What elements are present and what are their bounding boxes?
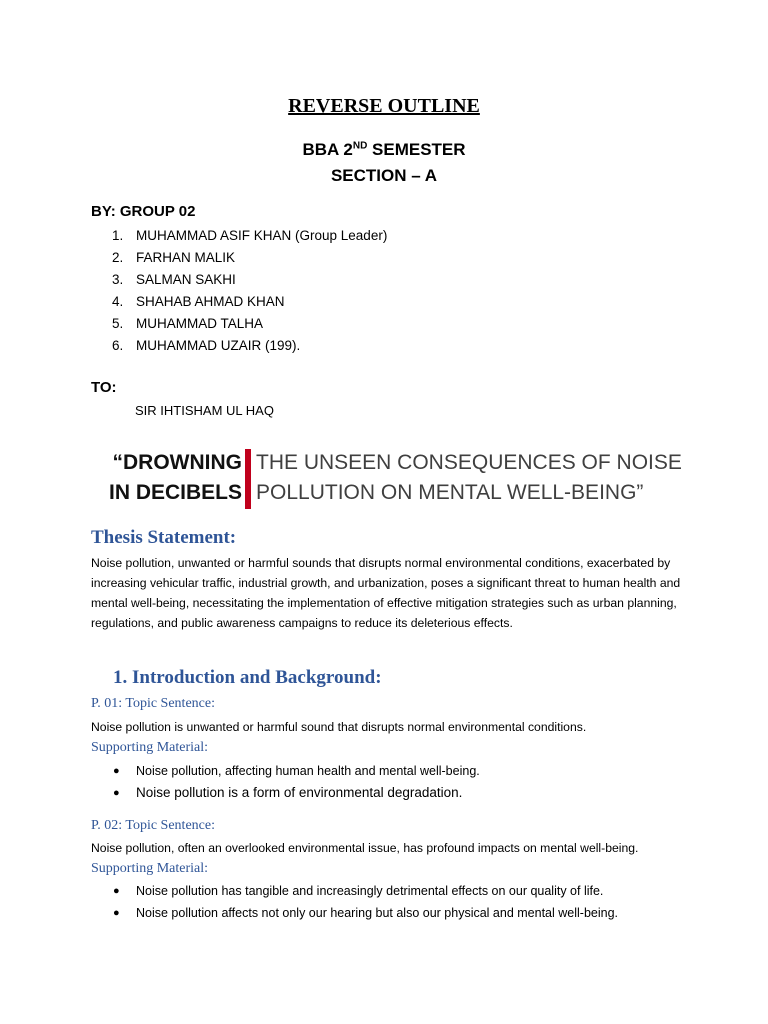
list-number: 6. [112, 338, 124, 353]
document-title: REVERSE OUTLINE [288, 95, 480, 117]
p1-bullet-list [113, 761, 480, 805]
list-item [112, 249, 387, 271]
bullet-text: Noise pollution has tangible and increasingly detrimental effects on our quality of life. [136, 884, 604, 898]
p2-support-label: Supporting Material: [91, 861, 209, 876]
bullet-icon: ● [113, 787, 120, 799]
bullet-text: Noise pollution affects not only our hearing but also our physical and mental well-being. [136, 906, 619, 920]
list-item [112, 293, 387, 315]
list-item [113, 903, 618, 925]
member-name: MUHAMMAD ASIF KHAN (Group Leader) [136, 228, 388, 243]
program-prefix: BBA 2 [302, 140, 353, 159]
recipient-name: SIR IHTISHAM UL HAQ [135, 403, 274, 418]
list-item [112, 315, 387, 337]
member-name: SHAHAB AHMAD KHAN [136, 294, 285, 309]
list-item [112, 271, 387, 293]
p2-topic-text: Noise pollution, often an overlooked environmental issue, has profound impacts on mental well-being. [91, 841, 639, 855]
list-item [113, 761, 480, 783]
banner-right-line: THE UNSEEN CONSEQUENCES OF NOISE [256, 451, 682, 474]
program-suffix: SEMESTER [367, 140, 466, 159]
thesis-text: Noise pollution, unwanted or harmful sounds that disrupts normal environmental conditions, exacerbated by increasing vehicular traffic, industrial growth, and urbanization, poses a significant threat to human health and mental well-being, necessitating the implementation of effective mitigation strategies such as urban planning, regulations, and public awareness campaigns to reduce its deleterious effects. [91, 556, 681, 630]
bullet-text: Noise pollution is a form of environmental degradation. [136, 785, 463, 800]
list-number: 2. [112, 250, 124, 265]
member-name: SALMAN SAKHI [136, 272, 236, 287]
banner-title-right [256, 448, 696, 508]
program-line [0, 140, 768, 160]
program-ordinal: ND [352, 140, 368, 152]
members-list [112, 227, 387, 359]
banner-left-line: IN DECIBELS [108, 481, 242, 504]
list-item [113, 881, 618, 903]
banner-left-line: “DROWNING [112, 451, 242, 474]
list-number: 4. [112, 294, 124, 309]
p1-topic-label: P. 01: Topic Sentence: [91, 696, 215, 711]
list-number: 5. [112, 316, 124, 331]
member-name: MUHAMMAD TALHA [136, 316, 264, 331]
banner-divider-bar [245, 449, 251, 509]
p2-bullet-list [113, 881, 618, 925]
list-item [113, 783, 480, 805]
p1-topic-text: Noise pollution is unwanted or harmful sound that disrupts normal environmental conditions. [91, 720, 587, 734]
bullet-icon: ● [113, 907, 120, 919]
bullet-icon: ● [113, 885, 120, 897]
bullet-icon: ● [113, 765, 120, 777]
by-heading: BY: GROUP 02 [91, 203, 196, 220]
member-name: FARHAN MALIK [136, 250, 236, 265]
bullet-text: Noise pollution, affecting human health and mental well-being. [136, 764, 480, 778]
list-number: 3. [112, 272, 124, 287]
section-heading: 1. Introduction and Background: [113, 667, 382, 688]
list-item [112, 337, 387, 359]
list-number: 1. [112, 228, 124, 243]
member-name: MUHAMMAD UZAIR (199). [136, 338, 301, 353]
banner-right-line: POLLUTION ON MENTAL WELL-BEING” [256, 481, 644, 504]
p2-topic-label: P. 02: Topic Sentence: [91, 818, 215, 833]
banner-title-left [92, 448, 242, 508]
section-line: SECTION – A [330, 166, 438, 185]
thesis-heading: Thesis Statement: [91, 527, 237, 548]
p1-support-label: Supporting Material: [91, 740, 209, 755]
list-item [112, 227, 387, 249]
to-heading: TO: [91, 379, 117, 396]
